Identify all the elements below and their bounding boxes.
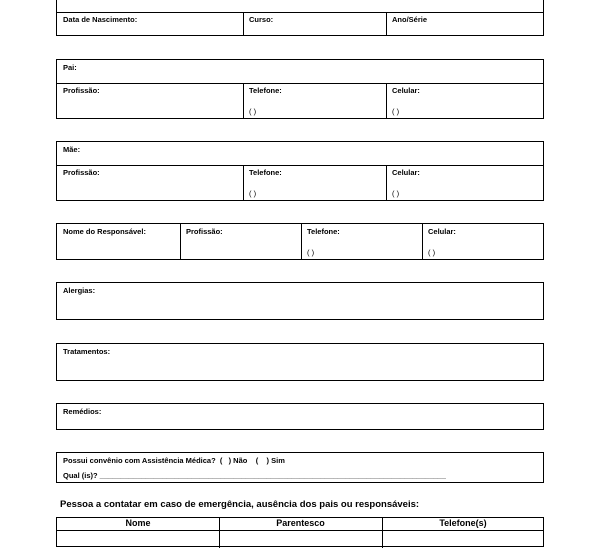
- birth-date-label: Data de Nascimento:: [63, 15, 138, 24]
- mother-mobile-label: Celular:: [392, 168, 420, 177]
- emergency-col-name: Nome: [125, 518, 151, 528]
- mother-phone-label: Telefone:: [249, 168, 282, 177]
- guardian-profession-label: Profissão:: [186, 227, 223, 236]
- medicines-label: Remédios:: [63, 407, 102, 416]
- guardian-name-label: Nome do Responsável:: [63, 227, 146, 236]
- mother-mobile-field[interactable]: ( ): [392, 189, 400, 198]
- father-name-label: Pai:: [63, 63, 77, 72]
- mother-name-label: Mãe:: [63, 145, 81, 154]
- mother-box: [56, 141, 544, 201]
- allergies-box[interactable]: [56, 282, 544, 320]
- father-phone-label: Telefone:: [249, 86, 282, 95]
- emergency-col-phones: Telefone(s): [439, 518, 487, 528]
- grade-label: Ano/Série: [392, 15, 428, 24]
- medicines-box[interactable]: [56, 403, 544, 430]
- guardian-phone-field[interactable]: ( ): [307, 248, 315, 257]
- guardian-mobile-label: Celular:: [428, 227, 456, 236]
- student-info-box: [56, 0, 544, 36]
- guardian-phone-label: Telefone:: [307, 227, 340, 236]
- treatments-label: Tratamentos:: [63, 347, 111, 356]
- mother-profession-label: Profissão:: [63, 168, 100, 177]
- course-label: Curso:: [249, 15, 274, 24]
- insurance-which-field[interactable]: Qual (is)? ___________________________________________________________________________________: [63, 471, 446, 480]
- allergies-label: Alergias:: [63, 286, 96, 295]
- emergency-heading: Pessoa a contatar em caso de emergência, ausência dos pais ou responsáveis:: [60, 499, 420, 510]
- insurance-question[interactable]: Possui convênio com Assistência Médica? ( ) Não ( ) Sim: [63, 456, 285, 465]
- father-phone-field[interactable]: ( ): [249, 107, 257, 116]
- father-box: [56, 59, 544, 119]
- mother-phone-field[interactable]: ( ): [249, 189, 257, 198]
- guardian-box: [56, 223, 544, 260]
- insurance-box: [56, 452, 544, 483]
- emergency-table: [56, 517, 544, 547]
- father-profession-label: Profissão:: [63, 86, 100, 95]
- emergency-col-relationship: Parentesco: [276, 518, 325, 528]
- father-mobile-field[interactable]: ( ): [392, 107, 400, 116]
- emergency-header-divider: [57, 530, 543, 531]
- father-divider: [57, 83, 543, 84]
- guardian-mobile-field[interactable]: ( ): [428, 248, 436, 257]
- treatments-box[interactable]: [56, 343, 544, 381]
- father-mobile-label: Celular:: [392, 86, 420, 95]
- mother-divider: [57, 165, 543, 166]
